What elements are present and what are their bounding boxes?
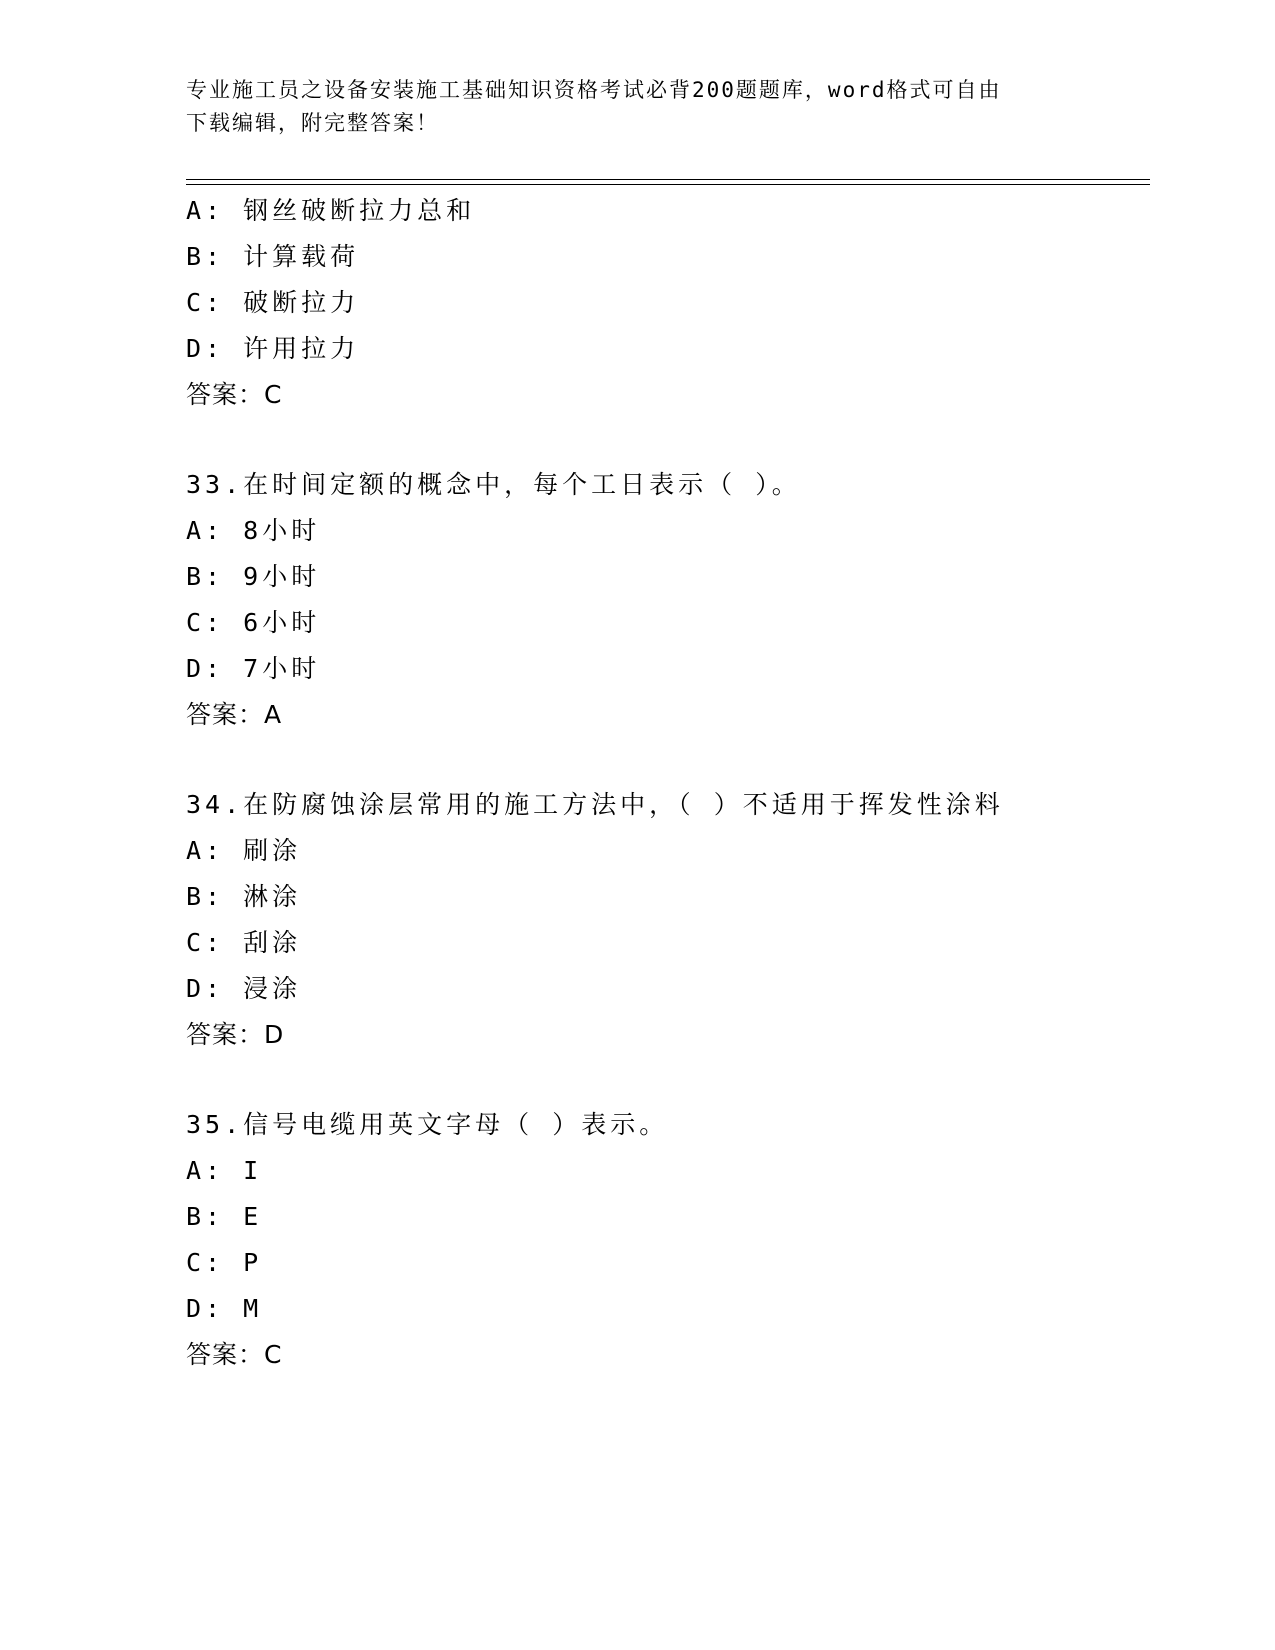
header-divider-bottom — [186, 184, 1150, 185]
option-a: A: 8小时 — [186, 516, 321, 545]
option-b: B: 淋涂 — [186, 882, 302, 911]
document-header — [186, 74, 1086, 140]
question-text: 33.在时间定额的概念中，每个工日表示（ ）。 — [186, 470, 801, 499]
answer: 答案：C — [186, 1340, 283, 1369]
option-b: B: E — [186, 1202, 263, 1231]
option-a: A: 钢丝破断拉力总和 — [186, 196, 476, 225]
option-b: B: 计算载荷 — [186, 242, 360, 271]
option-d: D: 7小时 — [186, 654, 321, 683]
header-line-2: 下载编辑，附完整答案！ — [186, 111, 439, 135]
option-d: D: 许用拉力 — [186, 334, 360, 363]
option-c: C: 刮涂 — [186, 928, 302, 957]
question-text: 35.信号电缆用英文字母（ ）表示。 — [186, 1110, 669, 1139]
question-35 — [186, 1102, 1166, 1378]
header-divider-top — [186, 179, 1150, 180]
option-a: A: 刷涂 — [186, 836, 302, 865]
answer: 答案：D — [186, 1020, 285, 1049]
option-c: C: 6小时 — [186, 608, 321, 637]
option-d: D: M — [186, 1294, 263, 1323]
question-33 — [186, 462, 1166, 738]
answer: 答案：C — [186, 380, 283, 409]
header-line-1: 专业施工员之设备安装施工基础知识资格考试必背200题题库，word格式可自由 — [186, 78, 1002, 102]
option-d: D: 浸涂 — [186, 974, 302, 1003]
option-c: C: P — [186, 1248, 263, 1277]
option-b: B: 9小时 — [186, 562, 321, 591]
option-c: C: 破断拉力 — [186, 288, 360, 317]
question-32 — [186, 188, 1166, 418]
answer: 答案：A — [186, 700, 283, 729]
question-34 — [186, 782, 1166, 1058]
question-list — [186, 188, 1166, 1378]
option-a: A: I — [186, 1156, 263, 1185]
question-text: 34.在防腐蚀涂层常用的施工方法中，（ ）不适用于挥发性涂料 — [186, 790, 1004, 819]
